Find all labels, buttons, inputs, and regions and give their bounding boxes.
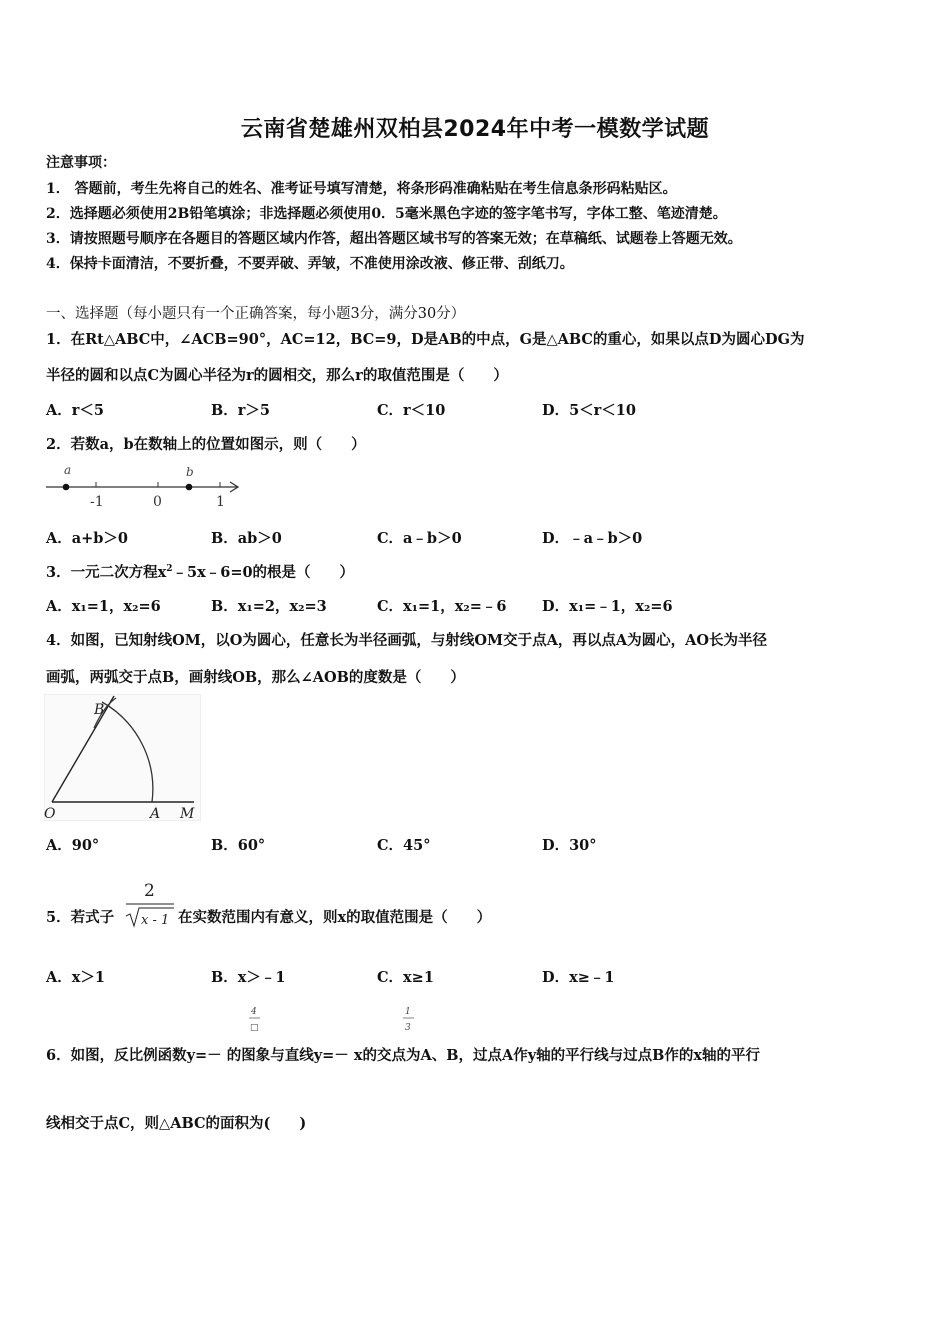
- label-a: a: [64, 463, 72, 477]
- q2-option-c[interactable]: C．a﹣b＞0: [377, 530, 462, 547]
- label-b: B: [94, 702, 105, 718]
- q6-stem-line2: 线相交于点C，则△ABC的面积为( ): [46, 1115, 307, 1132]
- q1-option-c[interactable]: C．r＜10: [377, 402, 446, 419]
- point-b: [186, 484, 193, 491]
- q5-fraction-expression: [122, 876, 178, 930]
- page-title: 云南省楚雄州双柏县2024年中考一模数学试题: [240, 117, 710, 142]
- label-m: M: [180, 806, 195, 822]
- q4-option-c[interactable]: C．45°: [377, 837, 431, 854]
- q5-option-a[interactable]: A．x＞1: [46, 969, 105, 986]
- q3-option-b[interactable]: B．x₁=2，x₂=3: [211, 598, 327, 615]
- q6-fraction-two: [400, 1002, 420, 1036]
- point-a: [63, 484, 70, 491]
- fraction-numerator: 2: [144, 881, 155, 901]
- q5-option-d[interactable]: D．x≥﹣1: [542, 969, 615, 986]
- fraction-one-numerator: 4: [251, 1007, 257, 1017]
- fraction-one-denominator: □: [250, 1023, 259, 1033]
- q4-stem-line2: 画弧，两弧交于点B，画射线OB，那么∠AOB的度数是（ ）: [46, 669, 465, 686]
- q1-stem-line2: 半径的圆和以点C为圆心半径为r的圆相交，那么r的取值范围是（ ）: [46, 367, 508, 384]
- q2-option-d[interactable]: D．﹣a﹣b＞0: [542, 530, 643, 547]
- radicand: x - 1: [141, 913, 170, 928]
- notice-item: 4．保持卡面清洁，不要折叠，不要弄破、弄皱，不准使用涂改液、修正带、刮纸刀。: [46, 256, 574, 272]
- q4-option-d[interactable]: D．30°: [542, 837, 597, 854]
- q6-fraction-one: [246, 1002, 266, 1036]
- fraction-two-numerator: 1: [405, 1007, 411, 1017]
- notice-heading: 注意事项：: [46, 155, 116, 171]
- notice-item: 3．请按照题号顺序在各题目的答题区域内作答，超出答题区域书写的答案无效；在草稿纸、试题卷上答题无效。: [46, 231, 742, 247]
- q5-stem-prefix: 5．若式子: [46, 909, 115, 926]
- q2-stem: 2．若数a，b在数轴上的位置如图示，则（ ）: [46, 436, 366, 453]
- q1-option-d[interactable]: D．5＜r＜10: [542, 402, 636, 419]
- label-o: O: [44, 806, 56, 822]
- label-a: A: [150, 806, 161, 822]
- q5-option-c[interactable]: C．x≥1: [377, 969, 434, 986]
- q1-stem-line1: 1．在Rt△ABC中，∠ACB=90°，AC=12，BC=9，D是AB的中点，G是△ABC的重心，如果以点D为圆心DG为: [46, 331, 805, 348]
- q5-stem-suffix: 在实数范围内有意义，则x的取值范围是（ ）: [178, 909, 492, 926]
- q1-option-b[interactable]: B．r＞5: [211, 402, 270, 419]
- fraction-two-denominator: 3: [405, 1023, 411, 1033]
- q4-geometry-figure: [44, 694, 202, 822]
- notice-item: 1． 答题前，考生先将自己的姓名、准考证号填写清楚，将条形码准确粘贴在考生信息条形码粘贴区。: [46, 181, 677, 197]
- q3-option-c[interactable]: C．x₁=1，x₂=﹣6: [377, 598, 507, 615]
- q2-number-line-figure: [44, 460, 244, 512]
- q3-stem: 3．一元二次方程$x^2﹣5x﹣6=0$的根是（ ）: [46, 564, 355, 581]
- q3-option-a[interactable]: A．x₁=1，x₂=6: [46, 598, 161, 615]
- q4-option-b[interactable]: B．60°: [211, 837, 266, 854]
- section-heading: 一、选择题（每小题只有一个正确答案，每小题3分，满分30分）: [46, 306, 466, 322]
- q6-stem-line1: 6．如图，反比例函数y=－ 的图象与直线y=－ x的交点为A、B，过点A作y轴的平行线与过点B作的x轴的平行: [46, 1047, 761, 1064]
- q4-option-a[interactable]: A．90°: [46, 837, 100, 854]
- q3-option-d[interactable]: D．x₁=﹣1，x₂=6: [542, 598, 673, 615]
- notice-item: 2．选择题必须使用2B铅笔填涂；非选择题必须使用0．5毫米黑色字迹的签字笔书写，字体工整、笔迹清楚。: [46, 206, 727, 222]
- q2-option-a[interactable]: A．a+b＞0: [46, 530, 129, 547]
- tick-label-one: 1: [216, 494, 225, 510]
- q4-stem-line1: 4．如图，已知射线OM，以O为圆心，任意长为半径画弧，与射线OM交于点A，再以点A为圆心，AO长为半径: [46, 632, 767, 649]
- q5-option-b[interactable]: B．x＞﹣1: [211, 969, 286, 986]
- tick-label-neg-one: -1: [90, 494, 104, 510]
- q2-option-b[interactable]: B．ab＞0: [211, 530, 282, 547]
- q1-option-a[interactable]: A．r＜5: [46, 402, 104, 419]
- label-b: b: [186, 465, 194, 479]
- tick-label-zero: 0: [153, 494, 162, 510]
